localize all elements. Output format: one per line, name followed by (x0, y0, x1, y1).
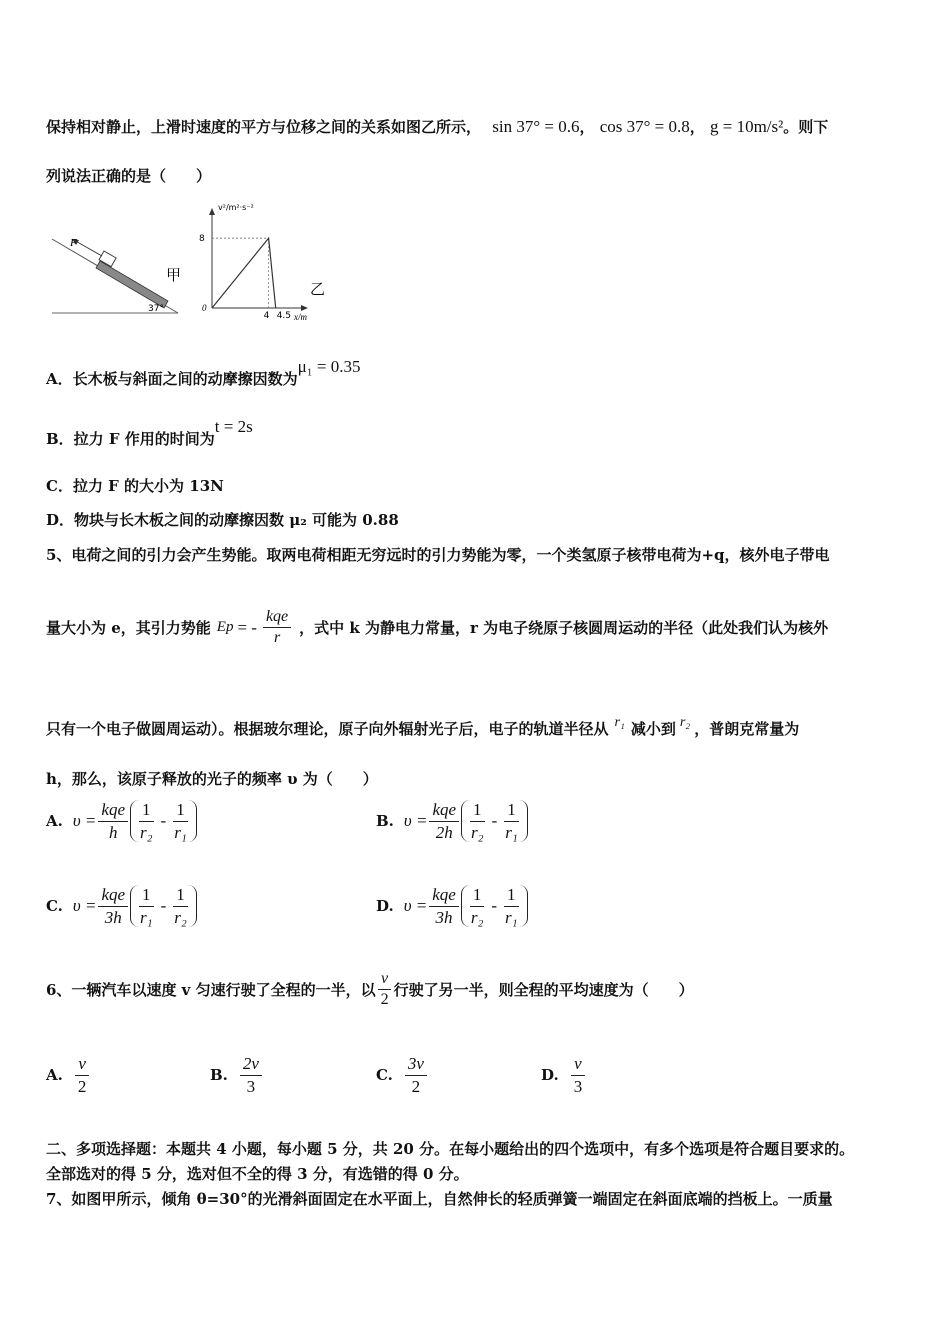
q4-option-a (46, 357, 361, 389)
inv-num: 1 (504, 885, 519, 907)
inv-den: r₁ (174, 822, 187, 842)
q6-option-fraction (405, 1054, 427, 1096)
minus-sign: - (160, 811, 167, 831)
inv-num: 1 (470, 800, 485, 822)
q6-option-label: A. (46, 1066, 63, 1085)
q4-option-d: D．物块与长木板之间的动摩擦因数 μ₂ 可能为 0.88 (46, 511, 399, 529)
q4-option-b-math: t = 2s (214, 417, 253, 436)
figure-yi-chart (196, 198, 336, 326)
inv-num: 1 (173, 885, 188, 907)
coef-num: kqe (429, 885, 459, 907)
q5-option-coef (429, 800, 459, 842)
inv-den: r₁ (140, 907, 153, 927)
inv-num: 1 (504, 800, 519, 822)
opt-num: v (75, 1054, 89, 1076)
long-board (96, 261, 168, 308)
q5-option-label: D. (376, 897, 394, 916)
inv-term-2 (171, 800, 190, 842)
q4-line2: 列说法正确的是（ ） (46, 167, 212, 185)
minus-sign: - (491, 896, 498, 916)
q5-ep-den: r (273, 629, 281, 647)
q4-sin: sin 37° = 0.6 (492, 117, 580, 136)
q5-option-lhs: υ = (403, 896, 428, 916)
q6-option-fraction (75, 1054, 90, 1096)
coef-den: 3h (435, 907, 453, 927)
q6-frac-den: 2 (380, 991, 389, 1009)
q5-line3-b: 减小到 (630, 720, 676, 738)
q4-line1-text: 保持相对静止，上滑时速度的平方与位移之间的关系如图乙所示， (46, 118, 482, 136)
inv-term-2 (171, 885, 190, 927)
q6-stem (46, 970, 694, 1010)
coef-num: kqe (429, 800, 459, 822)
inv-term-1 (137, 885, 156, 927)
opt-num: v (571, 1054, 585, 1076)
q5-line3 (46, 715, 800, 739)
q5-option-paren (461, 885, 528, 927)
coef-den: 2h (435, 822, 453, 842)
x-axis-label: x/m (294, 312, 307, 322)
inv-term-1 (137, 800, 156, 842)
q6-text-b: 行驶了另一半，则全程的平均速度为（ ） (393, 981, 694, 1000)
label-yi: 乙 (310, 280, 326, 298)
q5-line2-a: 量大小为 e，其引力势能 (46, 619, 211, 638)
y-axis-label: v²/m²·s⁻² (218, 203, 254, 212)
q6-option-label: C. (376, 1066, 393, 1085)
inv-num: 1 (470, 885, 485, 907)
q5-line2 (46, 608, 828, 648)
q5-r1: r₁ (614, 715, 625, 730)
coef-num: kqe (98, 800, 128, 822)
q4-line1-end: 。则下 (783, 118, 829, 136)
label-f: F (70, 237, 77, 249)
q4-option-a-text: A．长木板与斜面之间的动摩擦因数为 (46, 370, 298, 388)
origin-label: 0 (202, 303, 207, 313)
figure-jia (46, 225, 196, 320)
inv-num: 1 (139, 800, 154, 822)
q5-option-label: B. (376, 812, 394, 831)
inv-term-2 (502, 885, 521, 927)
q6-option-c (376, 1054, 429, 1096)
q5-line2-b: ，式中 k 为静电力常量，r 为电子绕原子核圆周运动的半径（此处我们认为核外 (299, 619, 829, 638)
inv-den: r₂ (140, 822, 153, 842)
q5-ep-fraction (263, 608, 291, 648)
coef-num: kqe (98, 885, 128, 907)
y-axis-arrow (209, 208, 215, 215)
q6-option-fraction (571, 1054, 586, 1096)
inv-den: r₂ (470, 907, 484, 927)
q6-option-b (210, 1054, 264, 1096)
q5-option-paren (130, 800, 197, 842)
q6-option-fraction (240, 1054, 262, 1096)
q6-frac-num: v (378, 970, 391, 990)
x-axis-arrow (301, 305, 308, 311)
q6-option-d (541, 1054, 587, 1096)
opt-num: 2v (240, 1054, 262, 1076)
inv-num: 1 (139, 885, 154, 907)
q4-option-b (46, 417, 253, 449)
q6-stem-fraction (378, 970, 392, 1010)
q6-option-a (46, 1054, 91, 1096)
q5-option-label: C. (46, 897, 63, 916)
q4-cos: cos 37° = 0.8 (599, 117, 690, 136)
q5-line1: 5、电荷之间的引力会产生势能。取两电荷相距无穷远时的引力势能为零，一个类氢原子核带电荷为+q，核外电子带电 (46, 546, 830, 564)
coef-den: 3h (104, 907, 122, 927)
q5-option-coef (98, 800, 128, 842)
inv-term-1 (468, 885, 487, 927)
tick-label-x4: 4 (263, 311, 270, 321)
series-line (212, 238, 276, 308)
opt-den: 3 (246, 1076, 256, 1096)
opt-num: 3v (405, 1054, 427, 1076)
q4-g: g = 10m/s² (710, 117, 784, 136)
q5-option-label: A. (46, 812, 63, 831)
q5-ep-num: kqe (263, 608, 291, 628)
q4-line1: 保持相对静止，上滑时速度的平方与位移之间的关系如图乙所示， sin 37° = 0.6， cos 37° = 0.8， g = 10m/s²。则下 (46, 117, 829, 136)
q5-r2: r₂ (679, 715, 691, 730)
q6-option-label: B. (210, 1066, 228, 1085)
coef-den: h (108, 822, 118, 842)
q5-option-b (376, 800, 528, 842)
q5-option-d (376, 885, 528, 927)
q6-text-a: 6、一辆汽车以速度 v 匀速行驶了全程的一半，以 (46, 981, 376, 1000)
inv-term-1 (468, 800, 487, 842)
inv-num: 1 (173, 800, 188, 822)
inv-den: r₂ (174, 907, 187, 927)
q4-option-b-text: B．拉力 F 作用的时间为 (46, 430, 215, 448)
minus-sign: - (491, 811, 498, 831)
q5-option-paren (130, 885, 197, 927)
q5-line3-c: ，普朗克常量为 (694, 720, 800, 738)
tick-label-x4-5: 4.5 (276, 311, 292, 321)
inv-den: r₁ (505, 907, 518, 927)
minus-sign: - (160, 896, 167, 916)
q5-option-coef (429, 885, 459, 927)
q5-option-c (46, 885, 197, 927)
q5-eq: = - (237, 617, 257, 637)
label-jia: 甲 (166, 266, 182, 284)
inv-den: r₁ (505, 822, 518, 842)
q5-line4: h，那么，该原子释放的光子的频率 υ 为（ ） (46, 770, 378, 788)
q5-ep: Ep (216, 619, 234, 636)
q7-line1: 7、如图甲所示，倾角 θ=30°的光滑斜面固定在水平面上，自然伸长的轻质弹簧一端固定在斜面底端的挡板上。一质量 (46, 1190, 833, 1208)
q5-option-a (46, 800, 197, 842)
tick-label-y8: 8 (199, 234, 205, 245)
opt-den: 2 (77, 1076, 87, 1096)
q4-option-c: C．拉力 F 的大小为 13N (46, 477, 224, 495)
q6-option-label: D. (541, 1066, 559, 1085)
inv-den: r₂ (471, 822, 484, 842)
q5-option-lhs: υ = (72, 896, 97, 916)
q4-option-a-math: μ₁ = 0.35 (297, 357, 361, 376)
inv-term-2 (502, 800, 521, 842)
label-angle: 37° (148, 304, 164, 314)
q5-option-lhs: υ = (403, 811, 428, 831)
section2-line2: 全部选对的得 5 分，选对但不全的得 3 分，有选错的得 0 分。 (46, 1165, 469, 1183)
q5-option-paren (461, 800, 528, 842)
opt-den: 3 (573, 1076, 583, 1096)
section2-line1: 二、多项选择题：本题共 4 小题，每小题 5 分，共 20 分。在每小题给出的四个选项中，有多个选项是符合题目要求的。 (46, 1140, 855, 1158)
q5-option-coef (98, 885, 128, 927)
q5-line3-a: 只有一个电子做圆周运动）。根据玻尔理论，原子向外辐射光子后，电子的轨道半径从 (46, 720, 609, 738)
q5-option-lhs: υ = (72, 811, 97, 831)
opt-den: 2 (411, 1076, 421, 1096)
